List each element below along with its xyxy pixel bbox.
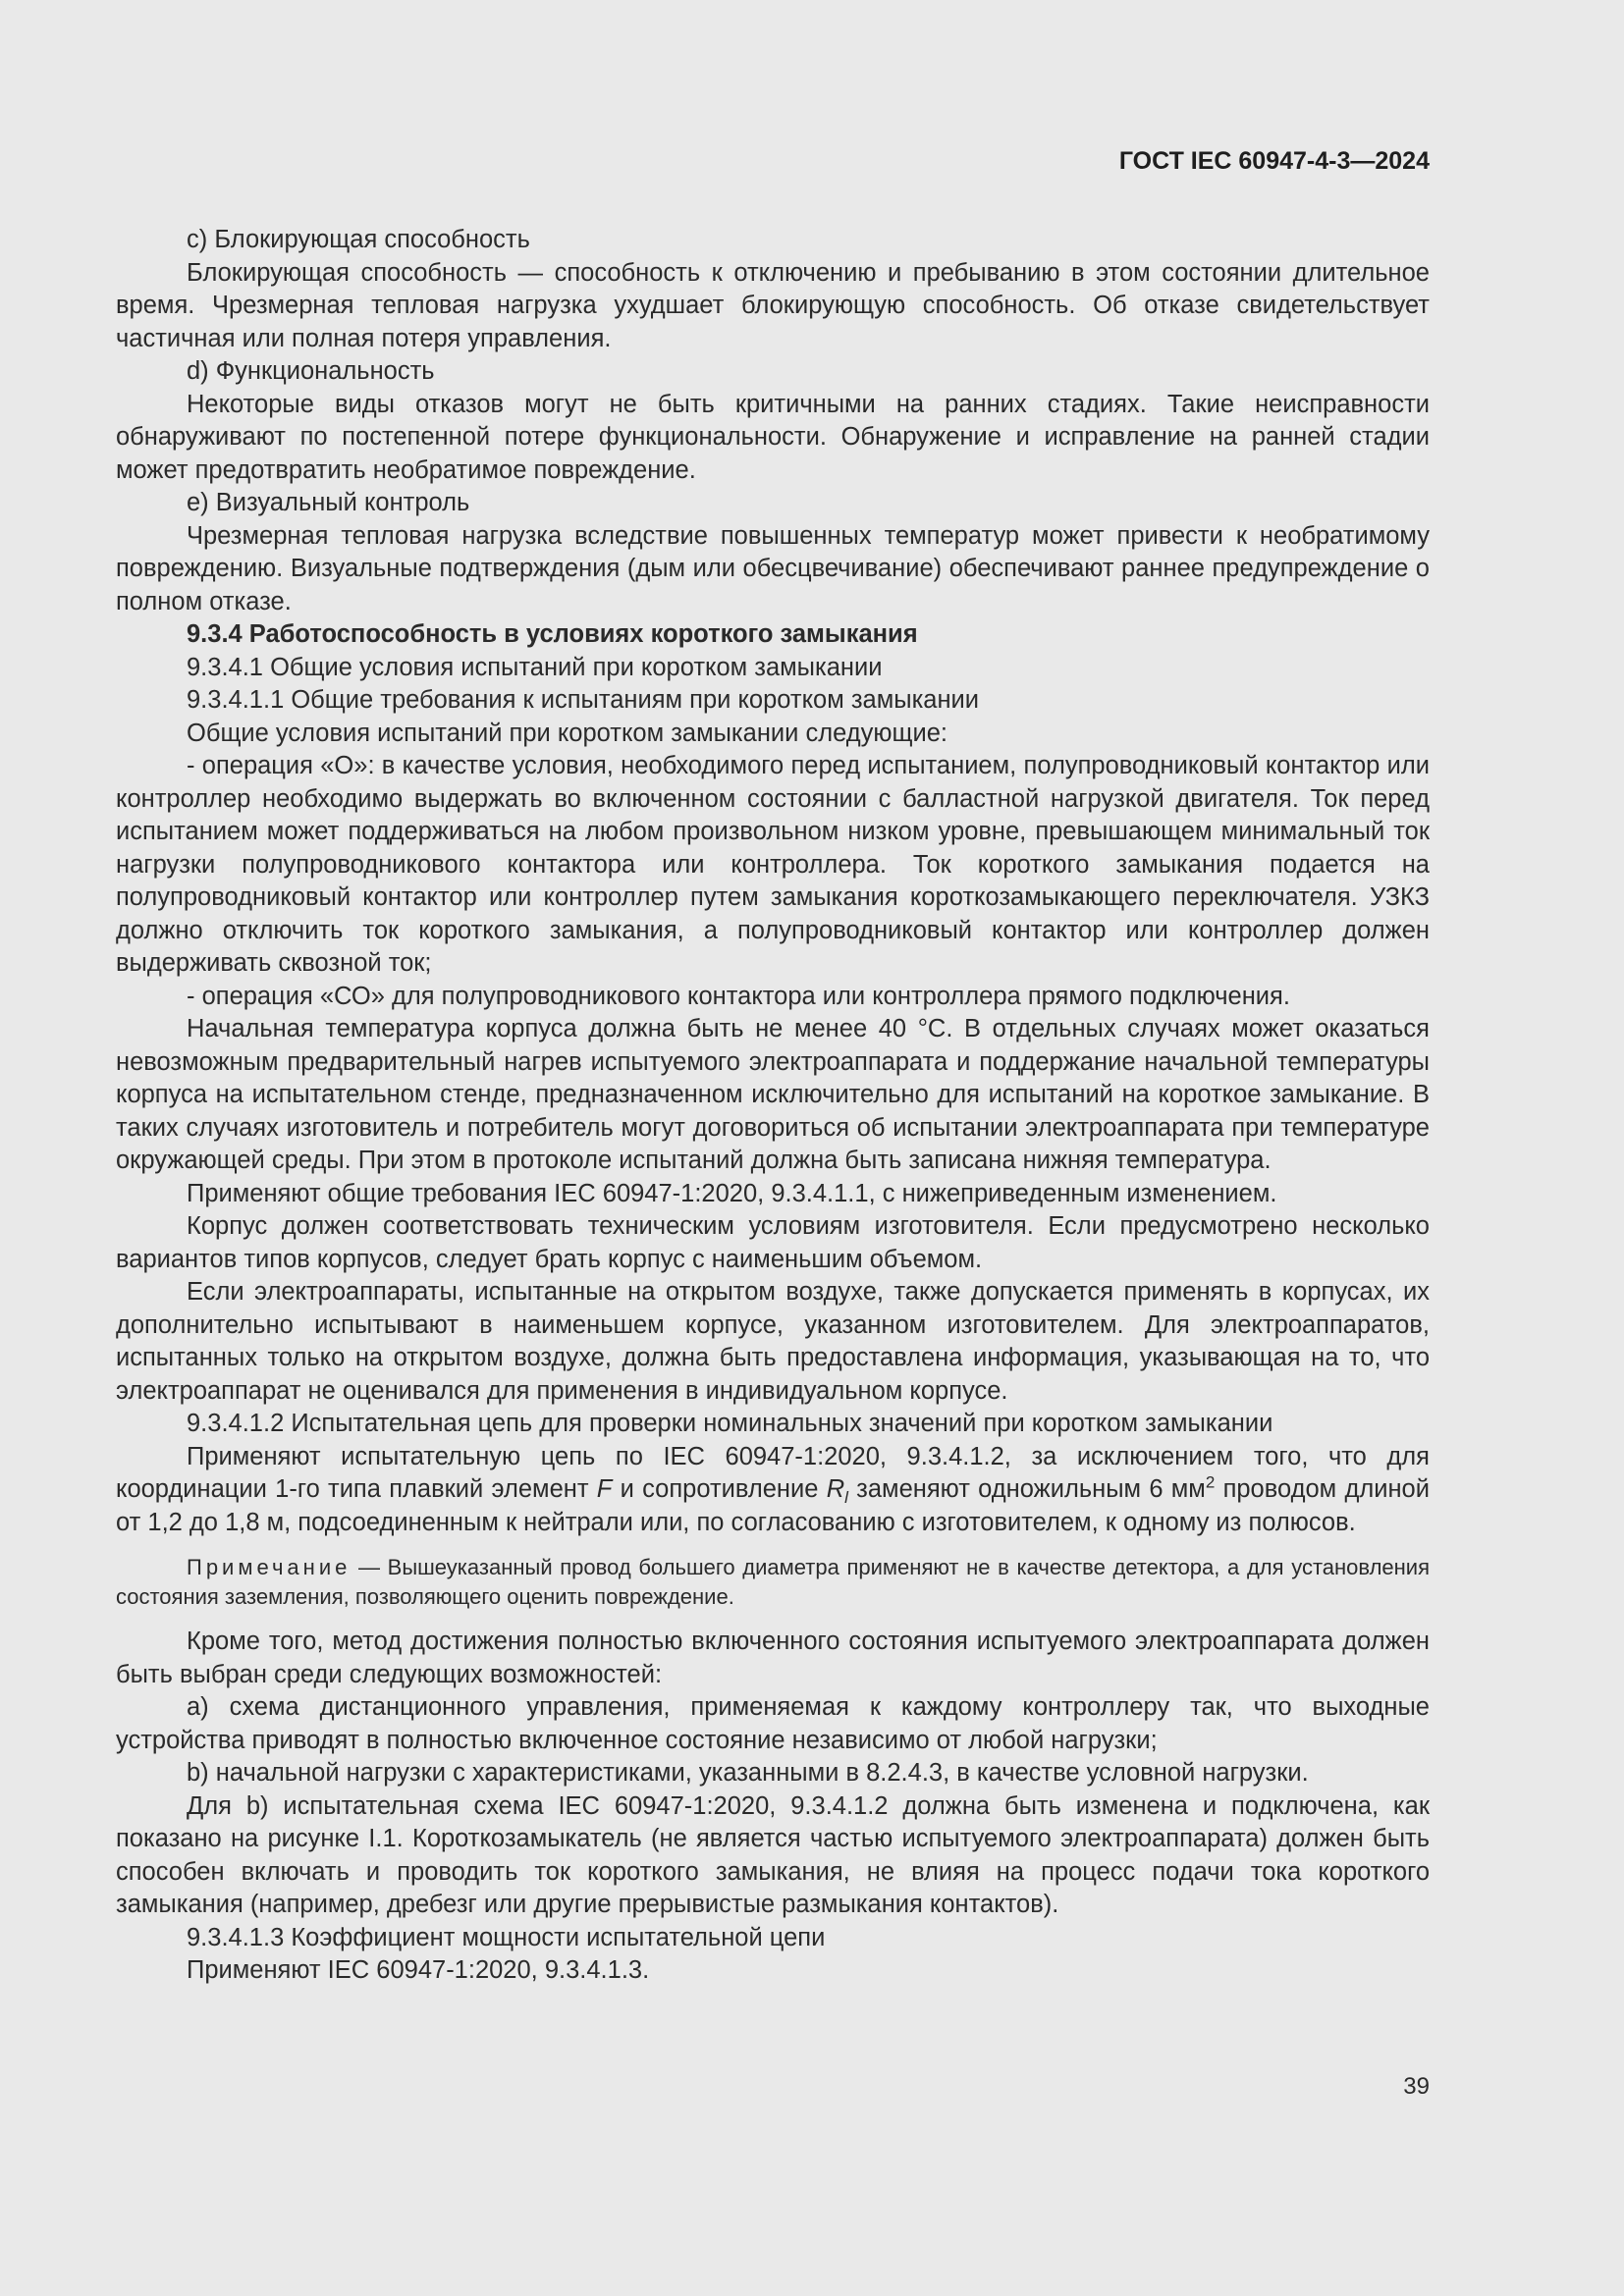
list-item-d-heading: d) Функциональность xyxy=(187,357,435,385)
variable-f: F xyxy=(596,1475,613,1503)
page-body xyxy=(116,224,1430,1988)
paragraph-method-selection: Кроме того, метод достижения полностью включенного состояния испытуемого электроаппарата должен быть выбран среди следующих возможностей: xyxy=(116,1628,1430,1688)
page-number: 39 xyxy=(1403,2073,1430,2100)
text-segment: заменяют одножильным 6 мм xyxy=(847,1475,1206,1503)
subsection-heading-9-3-4-1: 9.3.4.1 Общие условия испытаний при коротком замыкании xyxy=(187,653,883,681)
paragraph-test-circuit xyxy=(116,1441,1430,1540)
paragraph-apply-power-factor: Применяют IEC 60947-1:2020, 9.3.4.1.3. xyxy=(187,1956,650,1984)
paragraph-general-requirements: Применяют общие требования IEC 60947-1:2020, 9.3.4.1.1, с нижеприведенным изменением. xyxy=(187,1179,1277,1207)
paragraph-operation-o: - операция «О»: в качестве условия, необходимого перед испытанием, полупроводниковый контактор или контроллер необходимо выдержать во включенном состоянии с балластной нагрузкой двигателя. Ток перед испытанием может поддерживаться на любом произвольном низком уровне, превышающем минимальный ток нагрузки полупроводникового контактора или контроллера. Ток короткого замыкания подается на полупроводниковый контактор или контроллер путем замыкания короткозамыкающего переключателя. УЗКЗ должно отключить ток короткого замыкания, а полупроводниковый контактор или контроллер должен выдерживать сквозной ток; xyxy=(116,752,1430,977)
list-item-a: a) схема дистанционного управления, применяемая к каждому контроллеру так, что выходные устройства приводят в полностью включенное состояние независимо от любой нагрузки; xyxy=(116,1693,1430,1754)
list-item-c-heading: c) Блокирующая способность xyxy=(187,226,530,253)
note-label: Примечание xyxy=(187,1555,352,1579)
variable-r-subscript: l xyxy=(844,1488,848,1508)
list-item-b: b) начальной нагрузки с характеристиками, указанными в 8.2.4.3, в качестве условной нагрузки. xyxy=(187,1759,1309,1787)
paragraph-operation-co: - операция «СО» для полупроводникового контактора или контроллера прямого подключения. xyxy=(187,982,1290,1010)
subsection-heading-9-3-4-1-2: 9.3.4.1.2 Испытательная цепь для проверки номинальных значений при коротком замыкании xyxy=(187,1410,1273,1437)
superscript-2: 2 xyxy=(1205,1472,1216,1492)
note-text: — Вышеуказанный провод большего диаметра применяют не в качестве детектора, а для установления состояния заземления, позволяющего оценить повреждение. xyxy=(116,1555,1430,1609)
paragraph-blocking-capacity: Блокирующая способность — способность к отключению и пребыванию в этом состоянии длительное время. Чрезмерная тепловая нагрузка ухудшает блокирующую способность. Об отказе свидетельствует частичная или полная потеря управления. xyxy=(116,258,1430,352)
text-segment: Применяют испытательную цепь по IEC 60947-1:2020, 9.3.4.1.2, за исключением того, что для координации 1-го типа плавкий элемент xyxy=(116,1442,1430,1503)
paragraph-for-b: Для b) испытательная схема IEC 60947-1:2020, 9.3.4.1.2 должна быть изменена и подключена, как показано на рисунке I.1. Короткозамыкатель (не является частью испытуемого электроаппарата) должен быть способен включать и проводить ток короткого замыкания, не влияя на процесс подачи тока короткого замыкания (например, дребезг или другие прерывистые размыкания контактов). xyxy=(116,1791,1430,1918)
paragraph-open-air: Если электроаппараты, испытанные на открытом воздухе, также допускается применять в корпусах, их дополнительно испытывают в наименьшем корпусе, указанном изготовителем. Для электроаппаратов, испытанных только на открытом воздухе, должна быть предоставлена информация, указывающая на то, что электроаппарат не оценивался для применения в индивидуальном корпусе. xyxy=(116,1278,1430,1405)
text-segment: проводом длиной от 1,2 до 1,8 м, подсоединенным к нейтрали или, по согласованию с изготовителем, к одному из полюсов. xyxy=(116,1475,1430,1536)
variable-r: R xyxy=(826,1475,845,1503)
paragraph-initial-temperature: Начальная температура корпуса должна быть не менее 40 °С. В отдельных случаях может оказаться невозможным предварительный нагрев испытуемого электроаппарата и поддержание начальной температуры корпуса на испытательном стенде, предназначенном исключительно для испытаний на короткое замыкание. В таких случаях изготовитель и потребитель могут договориться об испытании электроаппарата при температуре окружающей среды. При этом в протоколе испытаний должна быть записана нижняя температура. xyxy=(116,1015,1430,1174)
subsection-heading-9-3-4-1-3: 9.3.4.1.3 Коэффициент мощности испытательной цепи xyxy=(187,1923,826,1951)
text-segment: и сопротивление xyxy=(612,1475,827,1503)
note xyxy=(116,1553,1430,1612)
subsection-heading-9-3-4-1-1: 9.3.4.1.1 Общие требования к испытаниям при коротком замыкании xyxy=(187,686,980,714)
section-heading-9-3-4: 9.3.4 Работоспособность в условиях короткого замыкания xyxy=(187,620,918,648)
list-item-e-heading: e) Визуальный контроль xyxy=(187,489,470,516)
paragraph-visual-control: Чрезмерная тепловая нагрузка вследствие повышенных температур может привести к необратимому повреждению. Визуальные подтверждения (дым или обесцвечивание) обеспечивают раннее предупреждение о полном отказе. xyxy=(116,521,1430,615)
paragraph-enclosure: Корпус должен соответствовать техническим условиям изготовителя. Если предусмотрено несколько вариантов типов корпусов, следует брать корпус с наименьшим объемом. xyxy=(116,1212,1430,1273)
document-header: ГОСТ IEC 60947-4-3—2024 xyxy=(1118,147,1430,175)
paragraph-functionality: Некоторые виды отказов могут не быть критичными на ранних стадиях. Такие неисправности обнаруживают по постепенной потере функциональности. Обнаружение и исправление на ранней стадии может предотвратить необратимое повреждение. xyxy=(116,390,1430,484)
paragraph-intro-conditions: Общие условия испытаний при коротком замыкании следующие: xyxy=(187,719,947,747)
